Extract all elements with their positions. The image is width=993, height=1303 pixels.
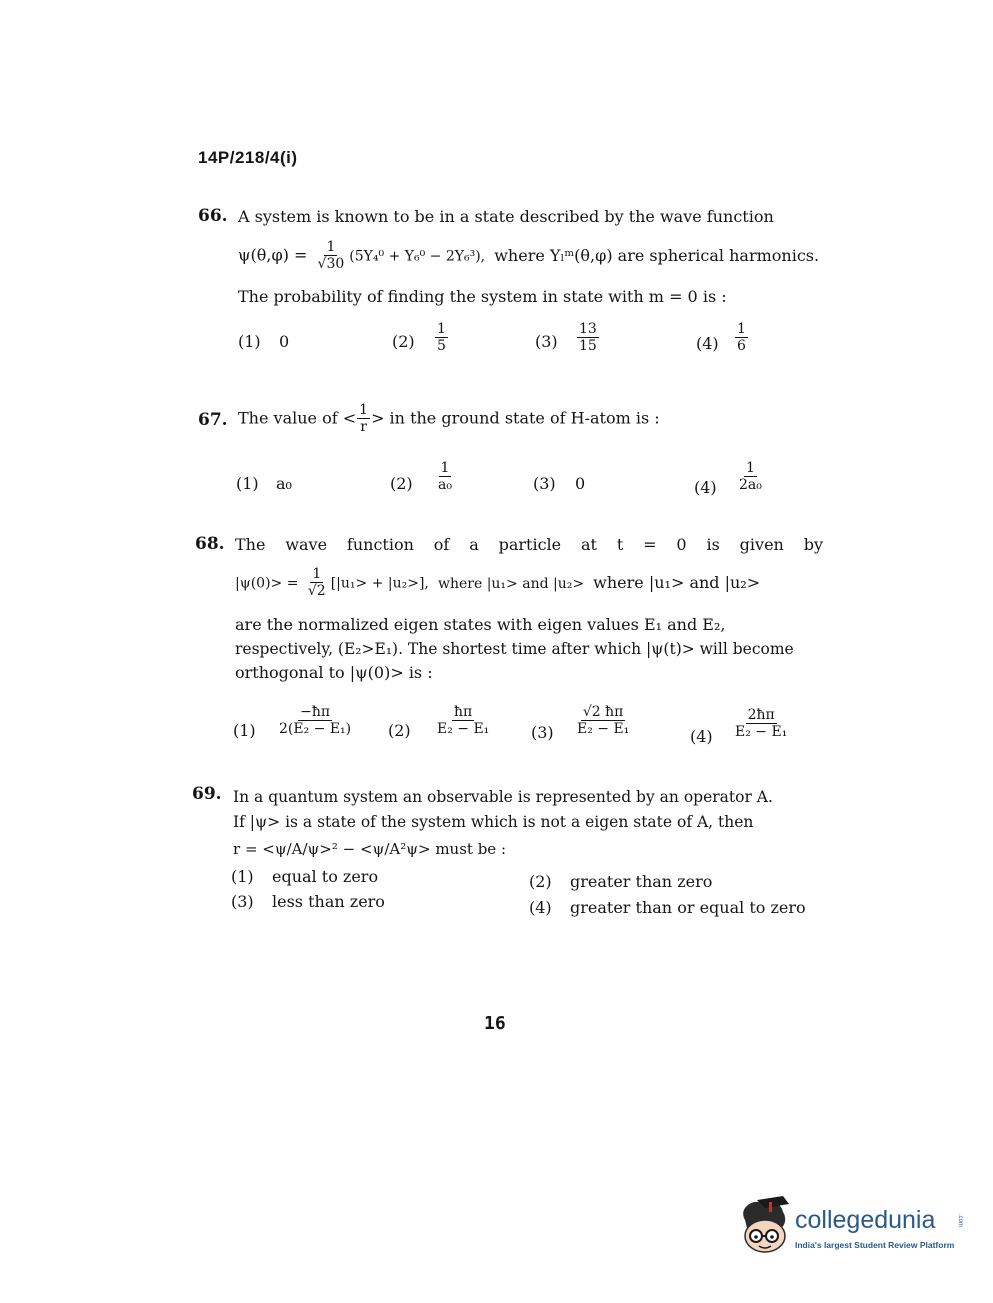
- q69-opt4-label: (4): [529, 898, 552, 917]
- q69-opt1-label: (1): [231, 867, 254, 886]
- q66-opt3-label: (3): [535, 332, 558, 351]
- q67-opt1-label: (1): [236, 474, 259, 493]
- q68-opt2-den: E₂ − E₁: [437, 721, 490, 737]
- q68-eq-den: √2: [307, 583, 326, 599]
- q67-opt3-label: (3): [533, 474, 556, 493]
- q66-opt3-value: [574, 322, 602, 354]
- q66-opt4-num: 1: [737, 321, 746, 337]
- q68-line2: [235, 567, 760, 599]
- q66-opt1-label: (1): [238, 332, 261, 351]
- q66-number: 66.: [198, 206, 228, 226]
- q68-opt4-value: [730, 708, 792, 740]
- q68-opt3-value: [572, 705, 634, 737]
- q66-psi-rhs: (5Y₄⁰ + Y₆⁰ − 2Y₆³),: [349, 248, 486, 265]
- q66-opt2-den: 5: [437, 338, 446, 354]
- q69-opt1-value: equal to zero: [272, 867, 379, 886]
- q66-opt1-value: 0: [279, 332, 290, 351]
- q68-number: 68.: [195, 534, 225, 554]
- q66-opt2-value: [432, 322, 451, 354]
- q68-opt4-num: 2ħπ: [747, 707, 775, 723]
- q68-opt2-num: ħπ: [454, 704, 473, 720]
- q68-opt1-label: (1): [233, 721, 256, 740]
- q68-line4: respectively, (E₂>E₁). The shortest time after which |ψ(t)> will become: [235, 640, 794, 658]
- logo-tagline: India's largest Student Review Platform: [795, 1240, 955, 1250]
- q68-opt2-value: [432, 705, 494, 737]
- q69-line3: r = <ψ/A/ψ>² − <ψ/A²ψ> must be :: [233, 840, 507, 858]
- q66-prefactor: [316, 240, 347, 272]
- q68-opt3-num: √2 ħπ: [582, 704, 624, 720]
- q67-opt1-value: a₀: [276, 474, 292, 493]
- q66-opt2-label: (2): [392, 332, 415, 351]
- q68-opt4-label: (4): [690, 727, 713, 746]
- q66-opt4-den: 6: [737, 338, 746, 354]
- q69-number: 69.: [192, 784, 222, 804]
- q67-opt4-value: [734, 461, 767, 493]
- q68-line3: are the normalized eigen states with eigen values E₁ and E₂,: [235, 615, 726, 634]
- q66-psi-lhs: ψ(θ,φ) =: [238, 245, 313, 265]
- q67-opt4-label: (4): [694, 478, 717, 497]
- q67-post: > in the ground state of H-atom is :: [371, 408, 660, 428]
- q66-opt3-num: 13: [579, 321, 597, 337]
- q68-opt1-num: −ħπ: [300, 704, 331, 720]
- q69-opt3-value: less than zero: [272, 892, 385, 911]
- q67-pre: The value of <: [238, 408, 357, 428]
- q68-opt3-label: (3): [531, 723, 554, 742]
- q68-opt1-value: [274, 705, 356, 737]
- q68-eq-tail1: where |u₁> and |u₂>: [437, 575, 585, 592]
- collegedunia-logo: [735, 1196, 975, 1266]
- q68-eq-rhs: [|u₁> + |u₂>],: [330, 575, 429, 592]
- q67-opt2-den: a₀: [438, 477, 452, 493]
- q68-eq-num: 1: [312, 566, 322, 582]
- q66-line1: A system is known to be in a state described by the wave function: [238, 207, 774, 226]
- q69-opt2-label: (2): [529, 872, 552, 891]
- q66-opt2-num: 1: [437, 321, 446, 337]
- q66-opt4-value: [732, 322, 751, 354]
- q67-opt4-num: 1: [745, 460, 755, 476]
- q69-opt2-value: greater than zero: [570, 872, 713, 891]
- q68-eq-tail2: where |u₁> and |u₂>: [593, 572, 761, 592]
- q68-line1: The wave function of a particle at t = 0 is given by: [235, 535, 823, 554]
- q67-opt4-den: 2a₀: [739, 477, 762, 493]
- q67-frac-den: r: [360, 419, 367, 435]
- q66-prefactor-num: 1: [326, 239, 336, 255]
- q67-frac-num: 1: [359, 402, 369, 418]
- q67-opt2-value: [433, 461, 457, 493]
- q69-opt3-label: (3): [231, 892, 254, 911]
- q66-line2: [238, 240, 819, 272]
- q66-opt4-label: (4): [696, 334, 719, 353]
- q67-stem: [238, 403, 660, 435]
- q66-line3: The probability of finding the system in state with m = 0 is :: [238, 287, 727, 306]
- page-number: 16: [484, 1013, 506, 1034]
- q67-opt3-value: 0: [575, 474, 586, 493]
- q67-number: 67.: [198, 410, 228, 430]
- q68-eq-lhs: |ψ(0)> =: [235, 575, 303, 592]
- q66-line2-tail: where Yₗᵐ(θ,φ) are spherical harmonics.: [494, 245, 820, 265]
- q69-line2: If |ψ> is a state of the system which is not a eigen state of A, then: [233, 813, 754, 831]
- paper-code: 14P/218/4(i): [198, 148, 298, 167]
- q66-opt3-den: 15: [579, 338, 597, 354]
- q68-opt4-den: E₂ − E₁: [735, 724, 788, 740]
- q69-opt4-value: greater than or equal to zero: [570, 898, 806, 917]
- q66-prefactor-den: √30: [317, 256, 345, 272]
- q67-opt2-num: 1: [440, 460, 450, 476]
- q69-line1: In a quantum system an observable is represented by an operator A.: [233, 788, 773, 806]
- mascot-icon: [735, 1196, 793, 1258]
- q67-opt2-label: (2): [390, 474, 413, 493]
- q68-line5: orthogonal to |ψ(0)> is :: [235, 663, 433, 682]
- q68-opt2-label: (2): [388, 721, 411, 740]
- logo-com: .com: [957, 1214, 963, 1228]
- q68-opt3-den: E₂ − E₁: [577, 721, 630, 737]
- q68-opt1-den: 2(E₂ − E₁): [279, 721, 352, 737]
- logo-wordmark: collegedunia: [795, 1206, 936, 1234]
